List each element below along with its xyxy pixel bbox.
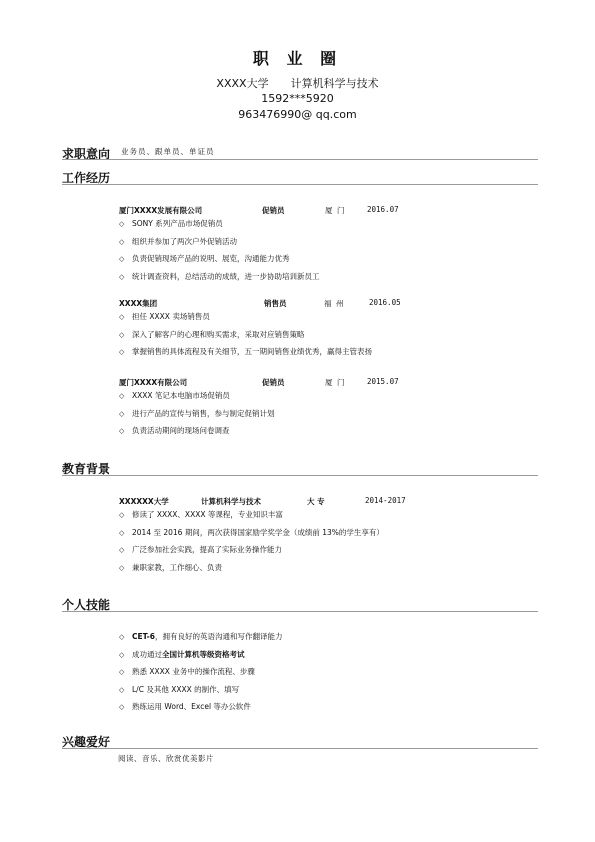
section-title-work: 工作经历 bbox=[62, 171, 111, 185]
divider bbox=[62, 611, 538, 612]
list-item: ◇ 熟练运用 Word、Excel 等办公软件 bbox=[119, 698, 282, 716]
list-item: ◇ 2014 至 2016 期间，两次获得国家励学奖学金（成绩前 13%的学生享有） bbox=[119, 524, 384, 542]
company-name: XXXX集团 bbox=[119, 299, 158, 308]
major-name: 计算机科学与技术 bbox=[201, 497, 261, 506]
diamond-bullet-icon: ◇ bbox=[119, 703, 125, 711]
list-item: ◇ L/C 及其他 XXXX 的制作、填写 bbox=[119, 681, 282, 699]
diamond-bullet-icon: ◇ bbox=[119, 546, 125, 554]
job-date: 2016.05 bbox=[369, 298, 401, 307]
diamond-bullet-icon: ◇ bbox=[119, 272, 125, 281]
diamond-bullet-icon: ◇ bbox=[119, 685, 125, 694]
job-role: 促销员 bbox=[262, 206, 285, 215]
email-address: 963476990@ qq.com bbox=[238, 108, 357, 121]
diamond-bullet-icon: ◇ bbox=[119, 409, 125, 418]
list-item: ◇ 组织并参加了两次户外促销活动 bbox=[119, 233, 320, 251]
job-date: 2015.07 bbox=[367, 377, 399, 386]
list-item: ◇ CET-6，拥有良好的英语沟通和写作翻译能力 bbox=[119, 628, 282, 646]
section-title-intent: 求职意向 bbox=[62, 147, 111, 161]
diamond-bullet-icon: ◇ bbox=[119, 650, 125, 659]
diamond-bullet-icon: ◇ bbox=[119, 330, 125, 339]
list-item: ◇ 进行产品的宣传与销售，参与制定促销计划 bbox=[119, 405, 275, 423]
school-name: XXXX大学 bbox=[216, 77, 269, 90]
diamond-bullet-icon: ◇ bbox=[119, 668, 125, 676]
diamond-bullet-icon: ◇ bbox=[119, 392, 125, 400]
job-role: 促销员 bbox=[262, 378, 285, 387]
diamond-bullet-icon: ◇ bbox=[119, 237, 125, 246]
school-name: XXXXXX大学 bbox=[119, 497, 169, 506]
skills-bullets bbox=[119, 628, 282, 716]
diamond-bullet-icon: ◇ bbox=[119, 633, 125, 641]
hobbies-text: 阅读、音乐、欣赏优美影片 bbox=[118, 754, 214, 763]
divider bbox=[62, 159, 538, 160]
education-bullets bbox=[119, 506, 384, 576]
company-name: 厦门XXXX发展有限公司 bbox=[119, 206, 203, 215]
list-item: ◇ XXXX 笔记本电脑市场促销员 bbox=[119, 387, 275, 405]
diamond-bullet-icon: ◇ bbox=[119, 348, 125, 356]
divider bbox=[62, 748, 538, 749]
list-item: ◇ 负责活动期间的现场问卷调查 bbox=[119, 422, 275, 440]
list-item: ◇ 统计调查资料，总结活动的成绩，进一步协助培训新员工 bbox=[119, 268, 320, 286]
list-item: ◇ 兼职家教，工作细心、负责 bbox=[119, 559, 384, 577]
work-entry-bullets bbox=[119, 387, 275, 440]
list-item: ◇ 担任 XXXX 卖场销售员 bbox=[119, 308, 372, 326]
work-entry-bullets bbox=[119, 308, 372, 361]
list-item: ◇ 广泛参加社会实践，提高了实际业务操作能力 bbox=[119, 541, 384, 559]
school-major-line bbox=[0, 75, 595, 91]
work-entry-bullets bbox=[119, 215, 320, 285]
diamond-bullet-icon: ◇ bbox=[119, 563, 125, 572]
list-item: ◇ 修读了 XXXX、XXXX 等课程，专业知识丰富 bbox=[119, 506, 384, 524]
list-item: ◇ 熟悉 XXXX 业务中的操作流程、步骤 bbox=[119, 663, 282, 681]
diamond-bullet-icon: ◇ bbox=[119, 511, 125, 519]
job-city: 厦 门 bbox=[325, 378, 345, 387]
diamond-bullet-icon: ◇ bbox=[119, 220, 125, 228]
list-item: ◇ SONY 系列产品市场促销员 bbox=[119, 215, 320, 233]
section-title-education: 教育背景 bbox=[62, 462, 111, 476]
education-date: 2014-2017 bbox=[365, 496, 406, 505]
diamond-bullet-icon: ◇ bbox=[119, 427, 125, 435]
section-title-hobbies: 兴趣爱好 bbox=[62, 735, 111, 749]
major-name: 计算机科学与技术 bbox=[290, 77, 379, 90]
list-item: ◇ 成功通过全国计算机等级资格考试 bbox=[119, 646, 282, 664]
section-title-skills: 个人技能 bbox=[62, 598, 111, 612]
intent-text: 业务员、跟单员、单证员 bbox=[121, 147, 215, 156]
candidate-name: 职 业 圈 bbox=[252, 49, 343, 68]
diamond-bullet-icon: ◇ bbox=[119, 528, 125, 537]
divider bbox=[62, 184, 538, 185]
job-city: 厦 门 bbox=[325, 206, 345, 215]
list-item: ◇ 深入了解客户的心理和购买需求，采取对应销售策略 bbox=[119, 326, 372, 344]
phone-number: 1592***5920 bbox=[261, 92, 334, 105]
job-role: 销售员 bbox=[264, 299, 287, 308]
job-date: 2016.07 bbox=[367, 205, 399, 214]
company-name: 厦门XXXX有限公司 bbox=[119, 378, 188, 387]
job-city: 福 州 bbox=[324, 299, 344, 308]
list-item: ◇ 负责促销现场产品的说明、展览，沟通能力优秀 bbox=[119, 250, 320, 268]
diamond-bullet-icon: ◇ bbox=[119, 255, 125, 263]
degree: 大 专 bbox=[307, 497, 325, 506]
diamond-bullet-icon: ◇ bbox=[119, 313, 125, 321]
list-item: ◇ 掌握销售的具体流程及有关细节，五一期间销售业绩优秀，赢得主管表扬 bbox=[119, 343, 372, 361]
divider bbox=[62, 475, 538, 476]
